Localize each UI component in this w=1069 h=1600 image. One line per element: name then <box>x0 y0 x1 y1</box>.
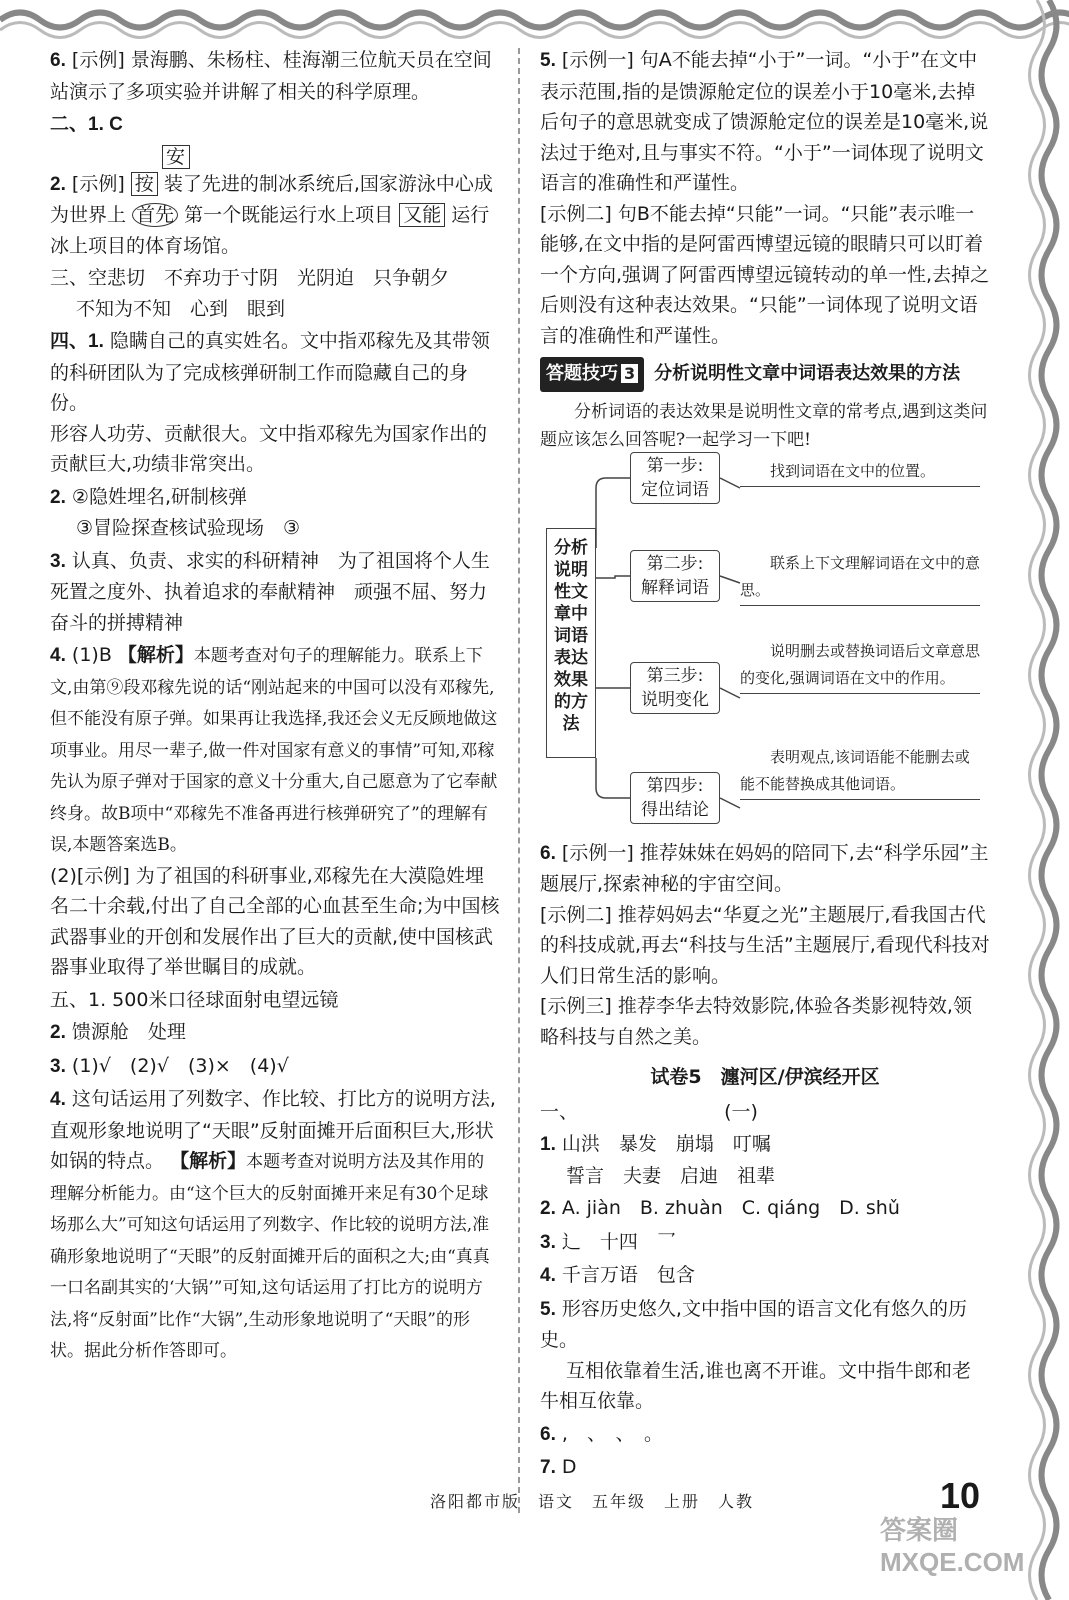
section-4-answer-4: 4. (1)B 【解析】本题考查对句子的理解能力。联系上下文,由第⑨段邓稼先说的话“刚站起来的中国可以没有邓稼先,但不能没有原子弹。如果再让我选择,我还会义无反顾地做这项事业。用尽一辈子,做一件对国家有意义的事情”可知,邓稼先认为原子弹对于国家的意义十分重大,自己愿意为了它奉献终身。故B项中“邓稼先不准备再进行核弹研究了”的理解有误,本题答案选B。 (2)[示例] 为了祖国的科研事业,邓稼先在大漠隐姓埋名二十余载,付出了自己全部的心血甚至生命;为中国核武器事业的开创和发展作出了巨大的贡献,使中国核武器事业取得了举世瞩目的成就。 <box>50 644 500 978</box>
p5-answer-2: 2. A. jiàn B. zhuàn C. qiáng D. shǔ <box>540 1197 900 1219</box>
left-column <box>50 45 500 1369</box>
step-2-box: 第二步: 解释词语 <box>630 550 720 602</box>
section-5-answer-1: 五、1. 500米口径球面射电望远镜 <box>50 988 339 1011</box>
p5-answer-6: 6. , 、 、 。 <box>540 1422 663 1445</box>
part-1-header: 一、 (一) <box>540 1100 758 1123</box>
correction-box: 按 <box>131 172 158 196</box>
analysis-label: 【解析】 <box>117 644 194 666</box>
insert-mark: 又能 <box>399 203 445 227</box>
method-diagram <box>540 455 981 828</box>
section-5-answer-2: 2. 馈源舱 处理 <box>50 1021 186 1043</box>
diagram-root: 分析说明性文章中词语表达效果的方法 <box>546 528 596 758</box>
step-3-note: 说明删去或替换词语后文章意思的变化,强调词语在文中的作用。 <box>740 638 980 694</box>
wavy-right-border <box>1009 0 1069 1600</box>
step-4-note: 表明观点,该词语能不能删去或能不能替换成其他词语。 <box>740 744 980 800</box>
p5-answer-5: 5. 形容历史悠久,文中指中国的语言文化有悠久的历史。 互相依靠着生活,谁也离不开谁。文中指牛郎和老牛相互依靠。 <box>540 1297 972 1412</box>
step-1-box: 第一步: 定位词语 <box>630 452 720 504</box>
p5-answer-3: 3. 辶 十四 乛 <box>540 1230 676 1253</box>
correction-above: 安 <box>162 145 190 169</box>
p5-answer-1: 1. 山洪 暴发 崩塌 叮嘱 誓言 夫妻 启迪 祖辈 <box>540 1133 776 1187</box>
answer-6-right: 6. [示例一] 推荐妹妹在妈妈的陪同下,去“科学乐园”主题展厅,探索神秘的宇宙空间。 [示例二] 推荐妈妈去“华夏之光”主题展厅,看我国古代的科技成就,再去“科技与生活”主题展厅,看现代科技对人们日常生活的影响。 [示例三] 推荐李华去特效影院,体验各类影视特效,领略科技与自然之美。 <box>540 841 990 1048</box>
section-5-answer-3: 3. (1)√ (2)√ (3)× (4)√ <box>50 1054 289 1077</box>
section-2-answer-2: 安 2. [示例] 按 装了先进的制冰系统后,国家游泳中心成为世界上 首先 第一个既能运行水上项目 又能 运行冰上项目的体育场馆。 <box>50 145 493 257</box>
column-divider <box>518 48 520 1513</box>
analysis-label: 【解析】 <box>170 1150 247 1172</box>
tip-header <box>540 357 990 392</box>
section-4-answer-1: 四、1. 隐瞒自己的真实姓名。文中指邓稼先及其带领的科研团队为了完成核弹研制工作而隐藏自己的身份。 形容人功劳、贡献很大。文中指邓稼先为国家作出的贡献巨大,功绩非常突出。 <box>50 330 490 475</box>
tip-title: 分析说明性文章中词语表达效果的方法 <box>654 363 961 384</box>
step-3-box: 第三步: 说明变化 <box>630 662 720 714</box>
section-2-answer-1: 二、1. C <box>50 114 123 135</box>
answer-text: [示例] 景海鹏、朱杨柱、桂海潮三位航天员在空间站演示了多项实验并讲解了相关的科学原理。 <box>50 49 492 103</box>
wavy-top-border <box>0 0 1069 40</box>
p5-answer-7: 7. D <box>540 1456 577 1478</box>
page-footer: 洛阳都市版 语文 五年级 上册 人教 <box>430 1492 755 1511</box>
section-5-answer-4: 4. 这句话运用了列数字、作比较、打比方的说明方法,直观形象地说明了“天眼”反射面摊开后面积巨大,形状如锅的特点。 【解析】本题考查对说明方法及其作用的理解分析能力。由“这个巨大的反射面摊开来足有30个足球场那么大”可知这句话运用了列数字、作比较的说明方法,准确形象地说明了“天眼”的反射面摊开后的面积之大;由“真真一口名副其实的‘大锅’”可知,这句话运用了打比方的说明方法,将“反射面”比作“大锅”,生动形象地说明了“天眼”的形状。据此分析作答即可。 <box>50 1088 496 1361</box>
section-4-answer-2: 2. ②隐姓埋名,研制核弹 ③冒险探查核试验现场 ③ <box>50 485 301 539</box>
tip-badge: 答题技巧 3 <box>540 357 644 392</box>
question-number: 6. <box>50 50 66 71</box>
p5-answer-4: 4. 千言万语 包含 <box>540 1264 695 1286</box>
section-4-answer-3: 3. 认真、负责、求实的科研精神 为了祖国将个人生死置之度外、执着追求的奉献精神 顽强不屈、努力奋斗的拼搏精神 <box>50 549 490 634</box>
step-4-box: 第四步: 得出结论 <box>630 772 720 824</box>
paper-title: 试卷5 瀍河区/伊滨经开区 <box>650 1066 880 1088</box>
watermark-logo: 答案圈 MXQE.COM <box>880 1515 1025 1577</box>
answer-5: 5. [示例一] 句A不能去掉“小于”一词。“小于”在文中表示范围,指的是馈源舱定位的误差小于10毫米,去掉后句子的意思就变成了馈源舱定位的误差是10毫米,说法过于绝对,且与事实不符。“小于”一词体现了说明文语言的准确性和严谨性。 [示例二] 句B不能去掉“只能”一词。“只能”表示唯一能够,在文中指的是阿雷西博望远镜的眼睛只可以盯着一个方向,强调了阿雷西博望远镜转动的单一性,去掉之后则没有这种表达效果。“只能”一词体现了说明文语言的准确性和严谨性。 <box>540 49 990 347</box>
step-2-note: 联系上下文理解词语在文中的意思。 <box>740 550 980 606</box>
right-column <box>540 45 990 1486</box>
section-3-answer: 三、空悲切 不弃功于寸阴 光阴迫 只争朝夕 不知为不知 心到 眼到 <box>50 267 450 320</box>
circled-word: 首先 <box>132 203 178 227</box>
step-1-note: 找到词语在文中的位置。 <box>740 458 980 487</box>
page-number: 10 <box>940 1475 981 1516</box>
answer-6 <box>50 45 500 107</box>
tip-intro: 分析词语的表达效果是说明性文章的常考点,遇到这类问题应该怎么回答呢?一起学习一下吧! <box>540 401 988 450</box>
